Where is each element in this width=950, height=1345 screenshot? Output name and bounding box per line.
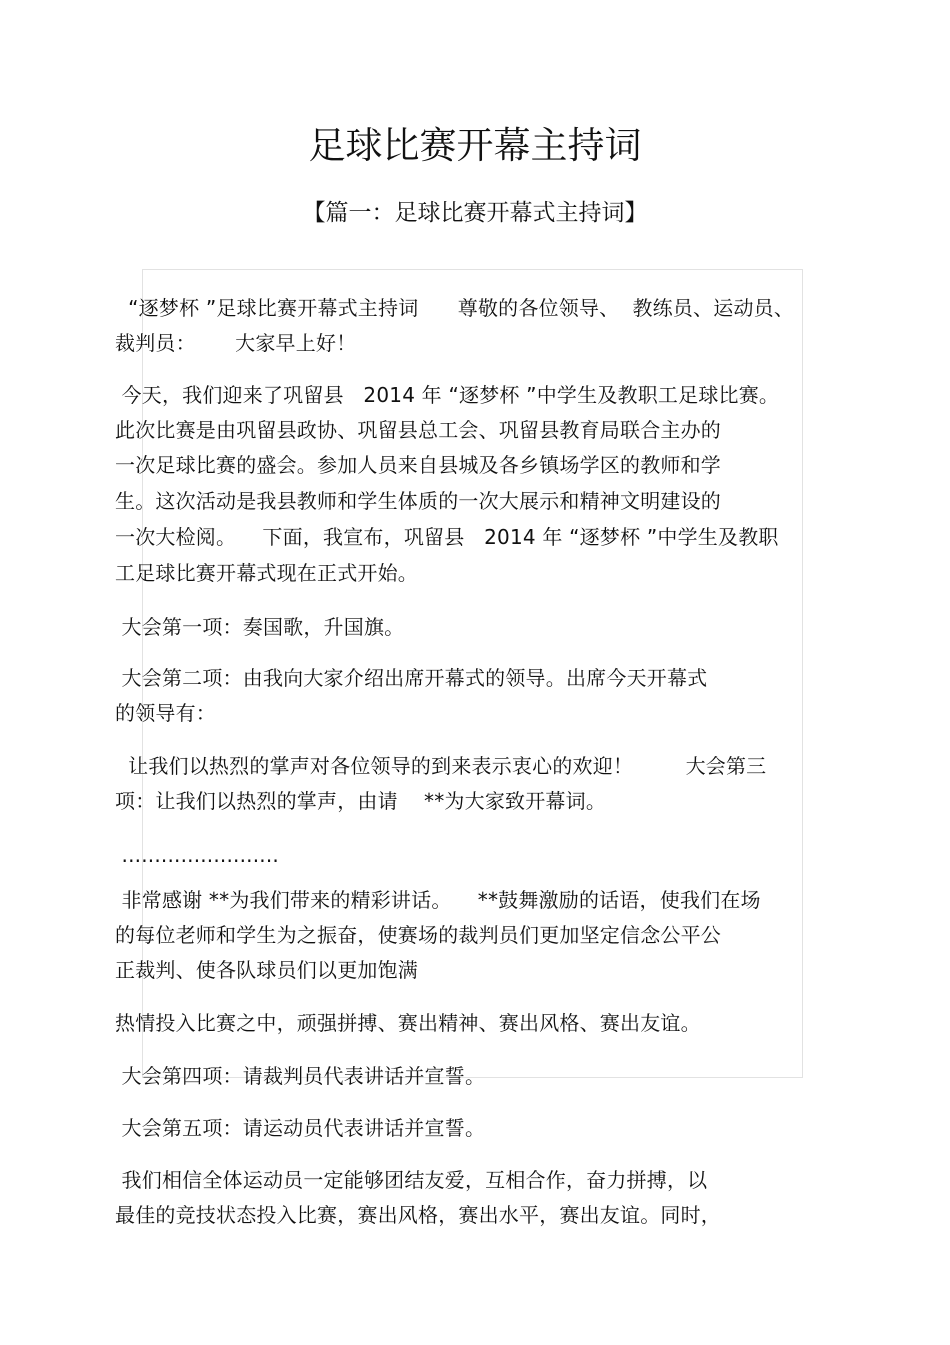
body-line: 的每位老师和学生为之振奋，使赛场的裁判员们更加坚定信念公平公 (115, 923, 721, 947)
body-line: 的领导有： (115, 701, 216, 725)
body-line: 工足球比赛开幕式现在正式开始。 (115, 561, 418, 585)
body-line: 我们相信全体运动员一定能够团结友爱，互相合作，奋力拼搏，以 (115, 1168, 708, 1192)
body-line: “逐梦杯 ”足球比赛开幕式主持词 尊敬的各位领导、 教练员、运动员、 (115, 296, 795, 320)
body-line: 此次比赛是由巩留县政协、巩留县总工会、巩留县教育局联合主办的 (115, 418, 721, 442)
body-line: 大会第二项：由我向大家介绍出席开幕式的领导。出席今天开幕式 (115, 666, 708, 690)
document-subtitle: 【篇一：足球比赛开幕式主持词】 (302, 200, 648, 226)
body-line: 生。这次活动是我县教师和学生体质的一次大展示和精神文明建设的 (115, 489, 721, 513)
body-line: 裁判员： 大家早上好！ (115, 331, 357, 355)
body-line: 热情投入比赛之中，顽强拼搏、赛出精神、赛出风格、赛出友谊。 (115, 1011, 701, 1035)
body-line: 让我们以热烈的掌声对各位领导的到来表示衷心的欢迎！ 大会第三 (115, 754, 767, 778)
body-line: 正裁判、使各队球员们以更加饱满 (115, 958, 418, 982)
body-line: 今天，我们迎来了巩留县 2014 年 “逐梦杯 ”中学生及教职工足球比赛。 (115, 383, 780, 407)
body-line: 大会第一项：奏国歌，升国旗。 (115, 615, 405, 639)
body-line: 项：让我们以热烈的掌声，由请 **为大家致开幕词。 (115, 789, 607, 813)
body-line: 大会第五项：请运动员代表讲话并宣誓。 (115, 1116, 486, 1140)
body-line: ........................ (115, 843, 279, 867)
body-line: 一次足球比赛的盛会。参加人员来自县城及各乡镇场学区的教师和学 (115, 453, 721, 477)
body-line: 大会第四项：请裁判员代表讲话并宣誓。 (115, 1064, 486, 1088)
document-title: 足球比赛开幕主持词 (308, 124, 642, 167)
body-line: 最佳的竞技状态投入比赛，赛出风格，赛出水平，赛出友谊。同时， (115, 1203, 721, 1227)
body-line: 非常感谢 **为我们带来的精彩讲话。 **鼓舞激励的话语，使我们在场 (115, 888, 761, 912)
body-line: 一次大检阅。 下面，我宣布，巩留县 2014 年 “逐梦杯 ”中学生及教职 (115, 525, 779, 549)
